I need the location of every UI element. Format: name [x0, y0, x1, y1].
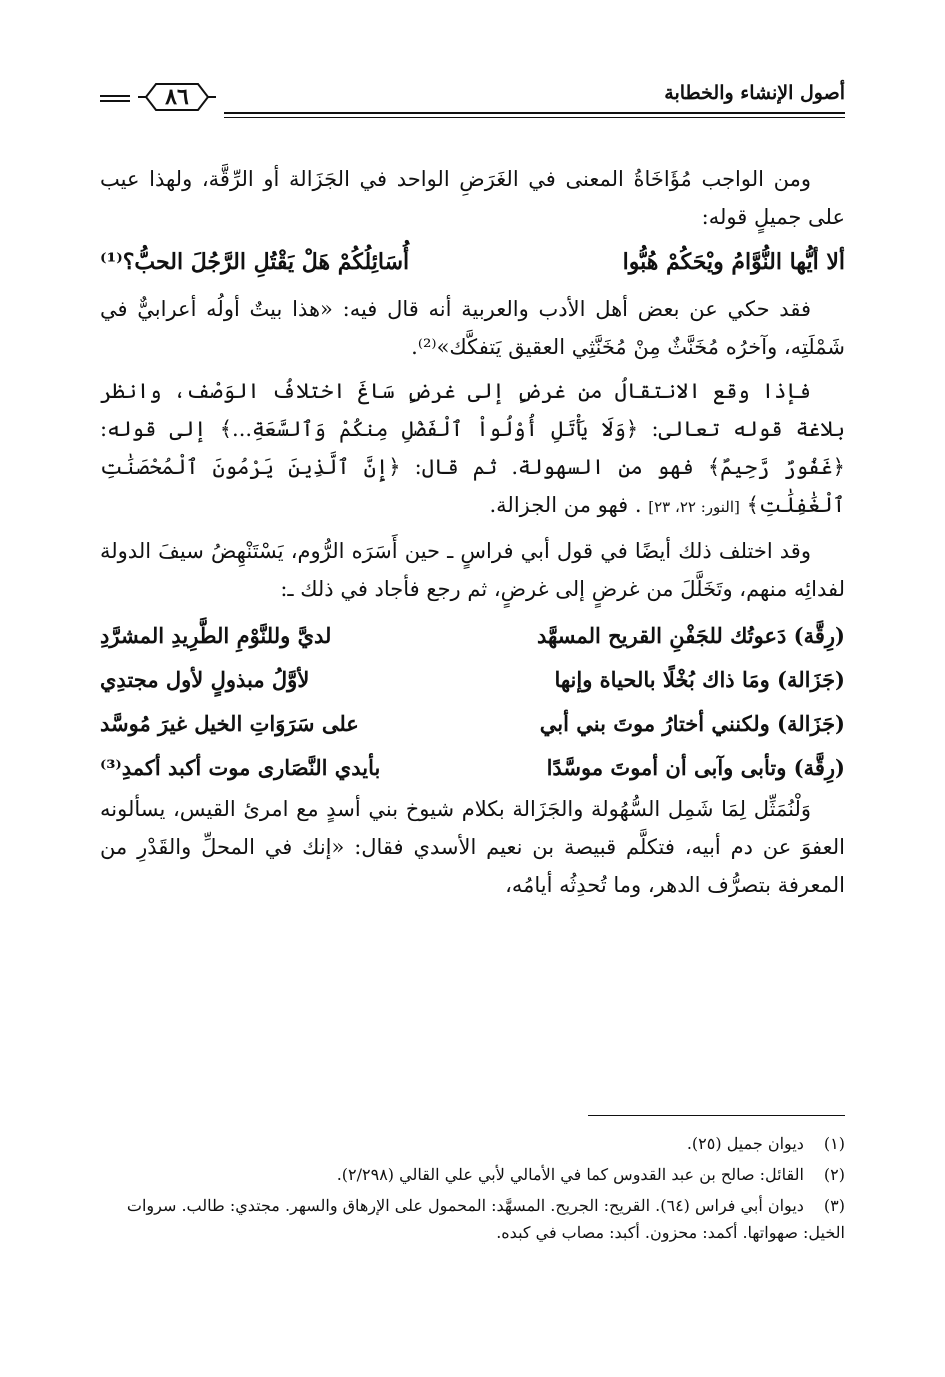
poem-line: [100, 614, 845, 658]
paragraph-text: . فهو من الجزالة.: [489, 493, 642, 517]
footnote-rule: [588, 1115, 845, 1116]
running-title: أصول الإنشاء والخطابة: [664, 82, 845, 104]
poem-line: [100, 658, 845, 702]
page-number-frame: [136, 80, 218, 114]
paragraph: فقد حكي عن بعض أهل الأدب والعربية أنه قال فيه: «هذا بيتٌ أولُه أعرابيٌّ في شَمْلَتِه، وآخرُه مُخَنَّثٌ مِنْ مُخَنَّثِي العقيق يَتفكَّك»⁽²⁾.: [100, 297, 845, 359]
page-header: [100, 78, 845, 124]
poem-line: [100, 746, 845, 790]
poem-second-hemistich: لديَّ وللنَّوْمِ الطَّرِيدِ المشرَّدِ: [100, 623, 332, 648]
verse-second-hemistich: أُسَائِلُكُمْ هَلْ يَقْتُلِ الرَّجُلَ الحبُّ؟⁽¹⁾: [100, 249, 410, 275]
verse-first-hemistich: ألا أيُّها النُّوَّامُ ويْحَكُمْ هُبُّوا: [622, 249, 845, 275]
footnote: [100, 1161, 845, 1188]
header-dash: [100, 95, 130, 97]
poem-line: [100, 702, 845, 746]
poem-second-hemistich: لأوَّلُ مبذولٍ لأول مجتدِي: [100, 667, 310, 692]
footnote-text: ديوان أبي فراس (٦٤). القريح: الجريح. المسهَّد: المحمول على الإرهاق والسهر. مجتدي: طالب. سروات الخيل: صهواتها. أكمد: محزون. أكبد: مصاب في كبده.: [126, 1196, 845, 1242]
footnotes: [100, 1130, 845, 1250]
footnote: [100, 1192, 845, 1246]
header-dash: [100, 100, 130, 102]
verse-line: [100, 242, 845, 282]
footnote-number: (٣): [823, 1196, 845, 1215]
paragraph: وَلْنُمَثِّل لِمَا شَمِل السُّهُولة والجَزَالة بكلام شيوخ بني أسدٍ مع امرئ القيس، يسألونه العفوَ عن دم أبيه، فتكلَّم قبيصة بن نعيم الأسدي فقال: «إنك في المحلِّ والقَدْرِ من المعرفة بتصرُّف الدهر، وما تُحدِثُه أيامُه،: [100, 797, 845, 897]
paragraph: وقد اختلف ذلك أيضًا في قول أبي فراسٍ ـ حين أَسَرَه الرُّوم، يَسْتَنْهِضُ سيفَ الدولة لفدائِه منهم، وتَخَلَّلَ من غرضٍ إلى غرضٍ، ثم رجع فأجاد في ذلك ـ:: [100, 539, 845, 601]
page-number: ٨٦: [165, 84, 189, 110]
paragraph: ومن الواجب مُؤَاخَاةُ المعنى في الغَرَضِ الواحد في الجَزَالة أو الرِّقَّة، ولهذا عيب على جميلٍ قوله:: [100, 167, 845, 229]
header-rule: [224, 112, 845, 114]
footnote-number: (١): [823, 1134, 845, 1153]
poem-second-hemistich: بأيدي النَّصَارى موت أكبد أكمدِ⁽³⁾: [100, 755, 381, 780]
main-text: [100, 160, 845, 910]
footnote-number: (٢): [823, 1165, 845, 1184]
footnote-text: ديوان جميل (٢٥).: [686, 1134, 804, 1153]
footnote-text: القائل: صالح بن عبد القدوس كما في الأمالي لأبي علي القالي (٢/٢٩٨).: [336, 1165, 804, 1184]
footnote: [100, 1130, 845, 1157]
quran-reference: [النور: ٢٢، ٢٣]: [648, 498, 740, 516]
paragraph: [100, 372, 845, 526]
header-rule: [224, 117, 845, 118]
poem-first-hemistich: (رِقَّة) دَعوتُك للجَفْنِ القريح المسهَّد: [537, 623, 845, 648]
poem-first-hemistich: (جَزَالة) ولكنني أختارُ موتَ بني أبي: [539, 711, 845, 736]
poem-first-hemistich: (رِقَّة) وتأبى وآبى أن أموتَ موسَّدًا: [546, 755, 845, 780]
poem-first-hemistich: (جَزَالة) ومَا ذاك بُخْلًا بالحياة وإنها: [554, 667, 845, 692]
paragraph-text: فإذا وقع الانتقالُ من غرضٍ إلى غرضٍ سَاغَ اختلافُ الوَصْف، وانظر بلاغة قوله تعالى: ﴿وَلَا يَأْتَلِ أُوْلُواْ ٱلْفَضْلِ مِنكُمْ وَٱلسَّعَةِ...﴾ إلى قوله: ﴿غَفُورٌ رَّحِيمٌ﴾ فهو من السهولة. ثم قال: ﴿إِنَّ ٱلَّذِينَ يَرْمُونَ ٱلْمُحْصَنَٰتِ ٱلْغَٰفِلَٰتِ﴾: [100, 379, 845, 517]
poem-second-hemistich: على سَرَوَاتِ الخيل غيرَ مُوسَّد: [100, 711, 359, 736]
